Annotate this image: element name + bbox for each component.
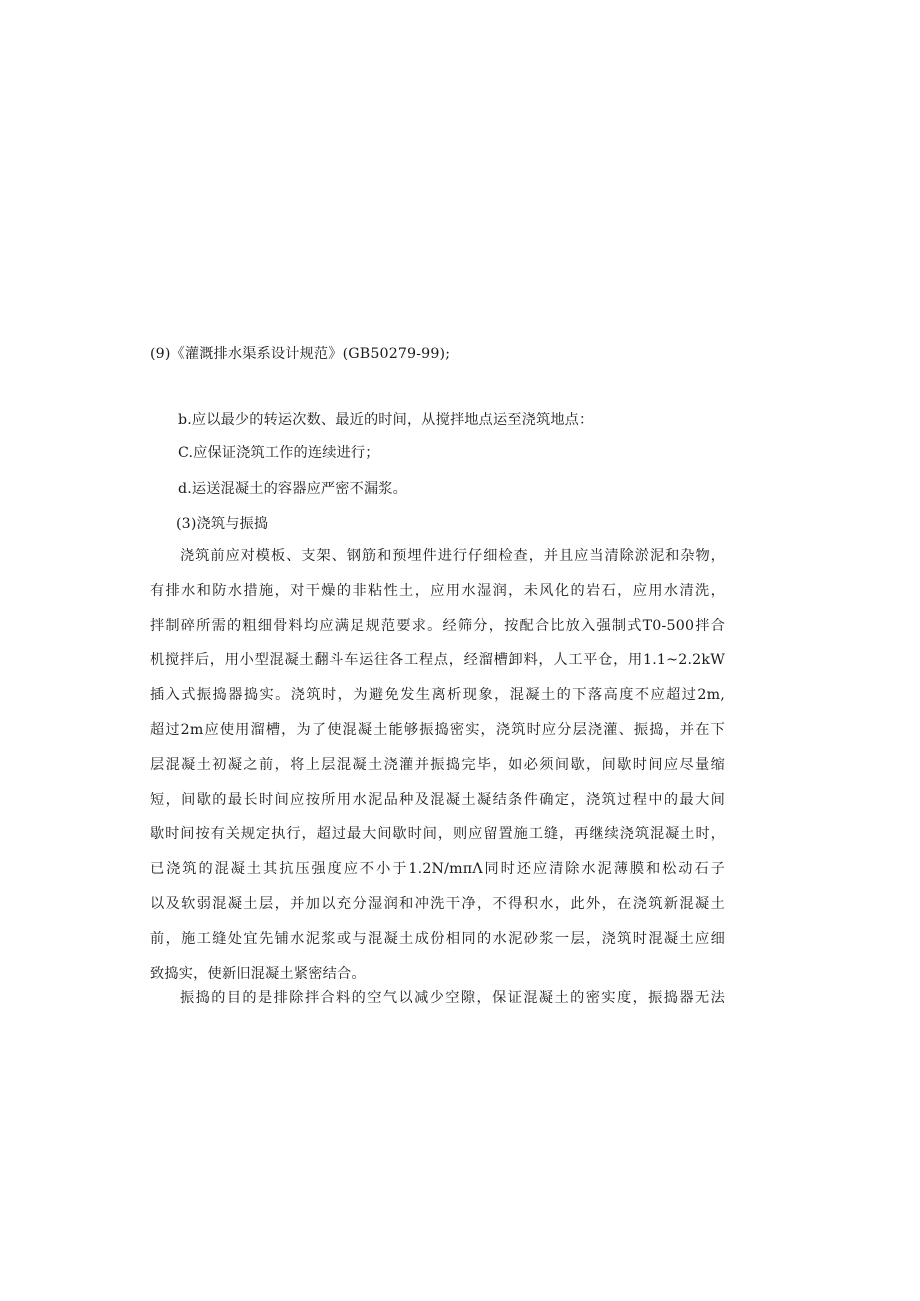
paragraph-line: 超过2m应使用溜槽，为了使混凝土能够振捣密实，浇筑时应分层浇灌、振捣，并在下 xyxy=(150,721,725,738)
paragraph-line: 层混凝土初凝之前，将上层混凝土浇灌并振捣完毕，如必须间歇，间歇时间应尽量缩 xyxy=(150,756,725,773)
list-item-d: d.运送混凝土的容器应严密不漏浆。 xyxy=(178,481,407,497)
paragraph-line: 已浇筑的混凝土其抗压强度应不小于1.2N/mπΛ同时还应清除水泥薄膜和松动石子 xyxy=(150,861,725,878)
section-heading: (3)浇筑与振捣 xyxy=(176,516,269,532)
list-item-b: b.应以最少的转运次数、最近的时间，从搅拌地点运至浇筑地点： xyxy=(178,412,594,428)
paragraph-line: 歇时间按有关规定执行，超过最大间歇时间，则应留置施工缝，再继续浇筑混凝土时， xyxy=(150,826,725,843)
paragraph-pouring xyxy=(150,539,725,991)
paragraph-line: 机搅拌后，用小型混凝土翻斗车运往各工程点，经溜槽卸料，人工平仓，用1.1~2.2kW xyxy=(150,652,725,669)
paragraph-line: 短，间歇的最长时间应按所用水泥品种及混凝土凝结条件确定，浇筑过程中的最大间 xyxy=(150,791,725,808)
paragraph-line: 拌制碎所需的粗细骨料均应满足规范要求。经筛分，按配合比放入强制式T0-500拌合 xyxy=(150,617,725,634)
paragraph-line: 插入式振捣器捣实。浇筑时，为避免发生离析现象，混凝土的下落高度不应超过2m, xyxy=(150,687,725,704)
paragraph-line: 振捣的目的是排除拌合料的空气以减少空隙，保证混凝土的密实度，振捣器无法 xyxy=(180,990,725,1006)
paragraph-line: 以及软弱混凝土层，并加以充分湿润和冲洗干净，不得积水，此外，在浇筑新混凝土 xyxy=(150,895,725,912)
paragraph-line: 浇筑前应对模板、支架、钢筋和预埋件进行仔细检查，并且应当清除淤泥和杂物， xyxy=(180,548,725,564)
paragraph-line: 前，施工缝处宜先铺水泥浆或与混凝土成份相同的水泥砂浆一层，浇筑时混凝土应细 xyxy=(150,930,725,947)
list-item-c: C.应保证浇筑工作的连续进行； xyxy=(178,445,380,461)
paragraph-vibration xyxy=(150,981,725,1016)
reference-standard-line: (9)《灌溉排水渠系设计规范》(GB50279-99); xyxy=(150,346,451,362)
paragraph-line: 有排水和防水措施，对干燥的非粘性土，应用水湿润，未风化的岩石，应用水清洗， xyxy=(150,582,725,599)
paragraph-line: 致捣实，使新旧混凝土紧密结合。 xyxy=(150,965,366,982)
